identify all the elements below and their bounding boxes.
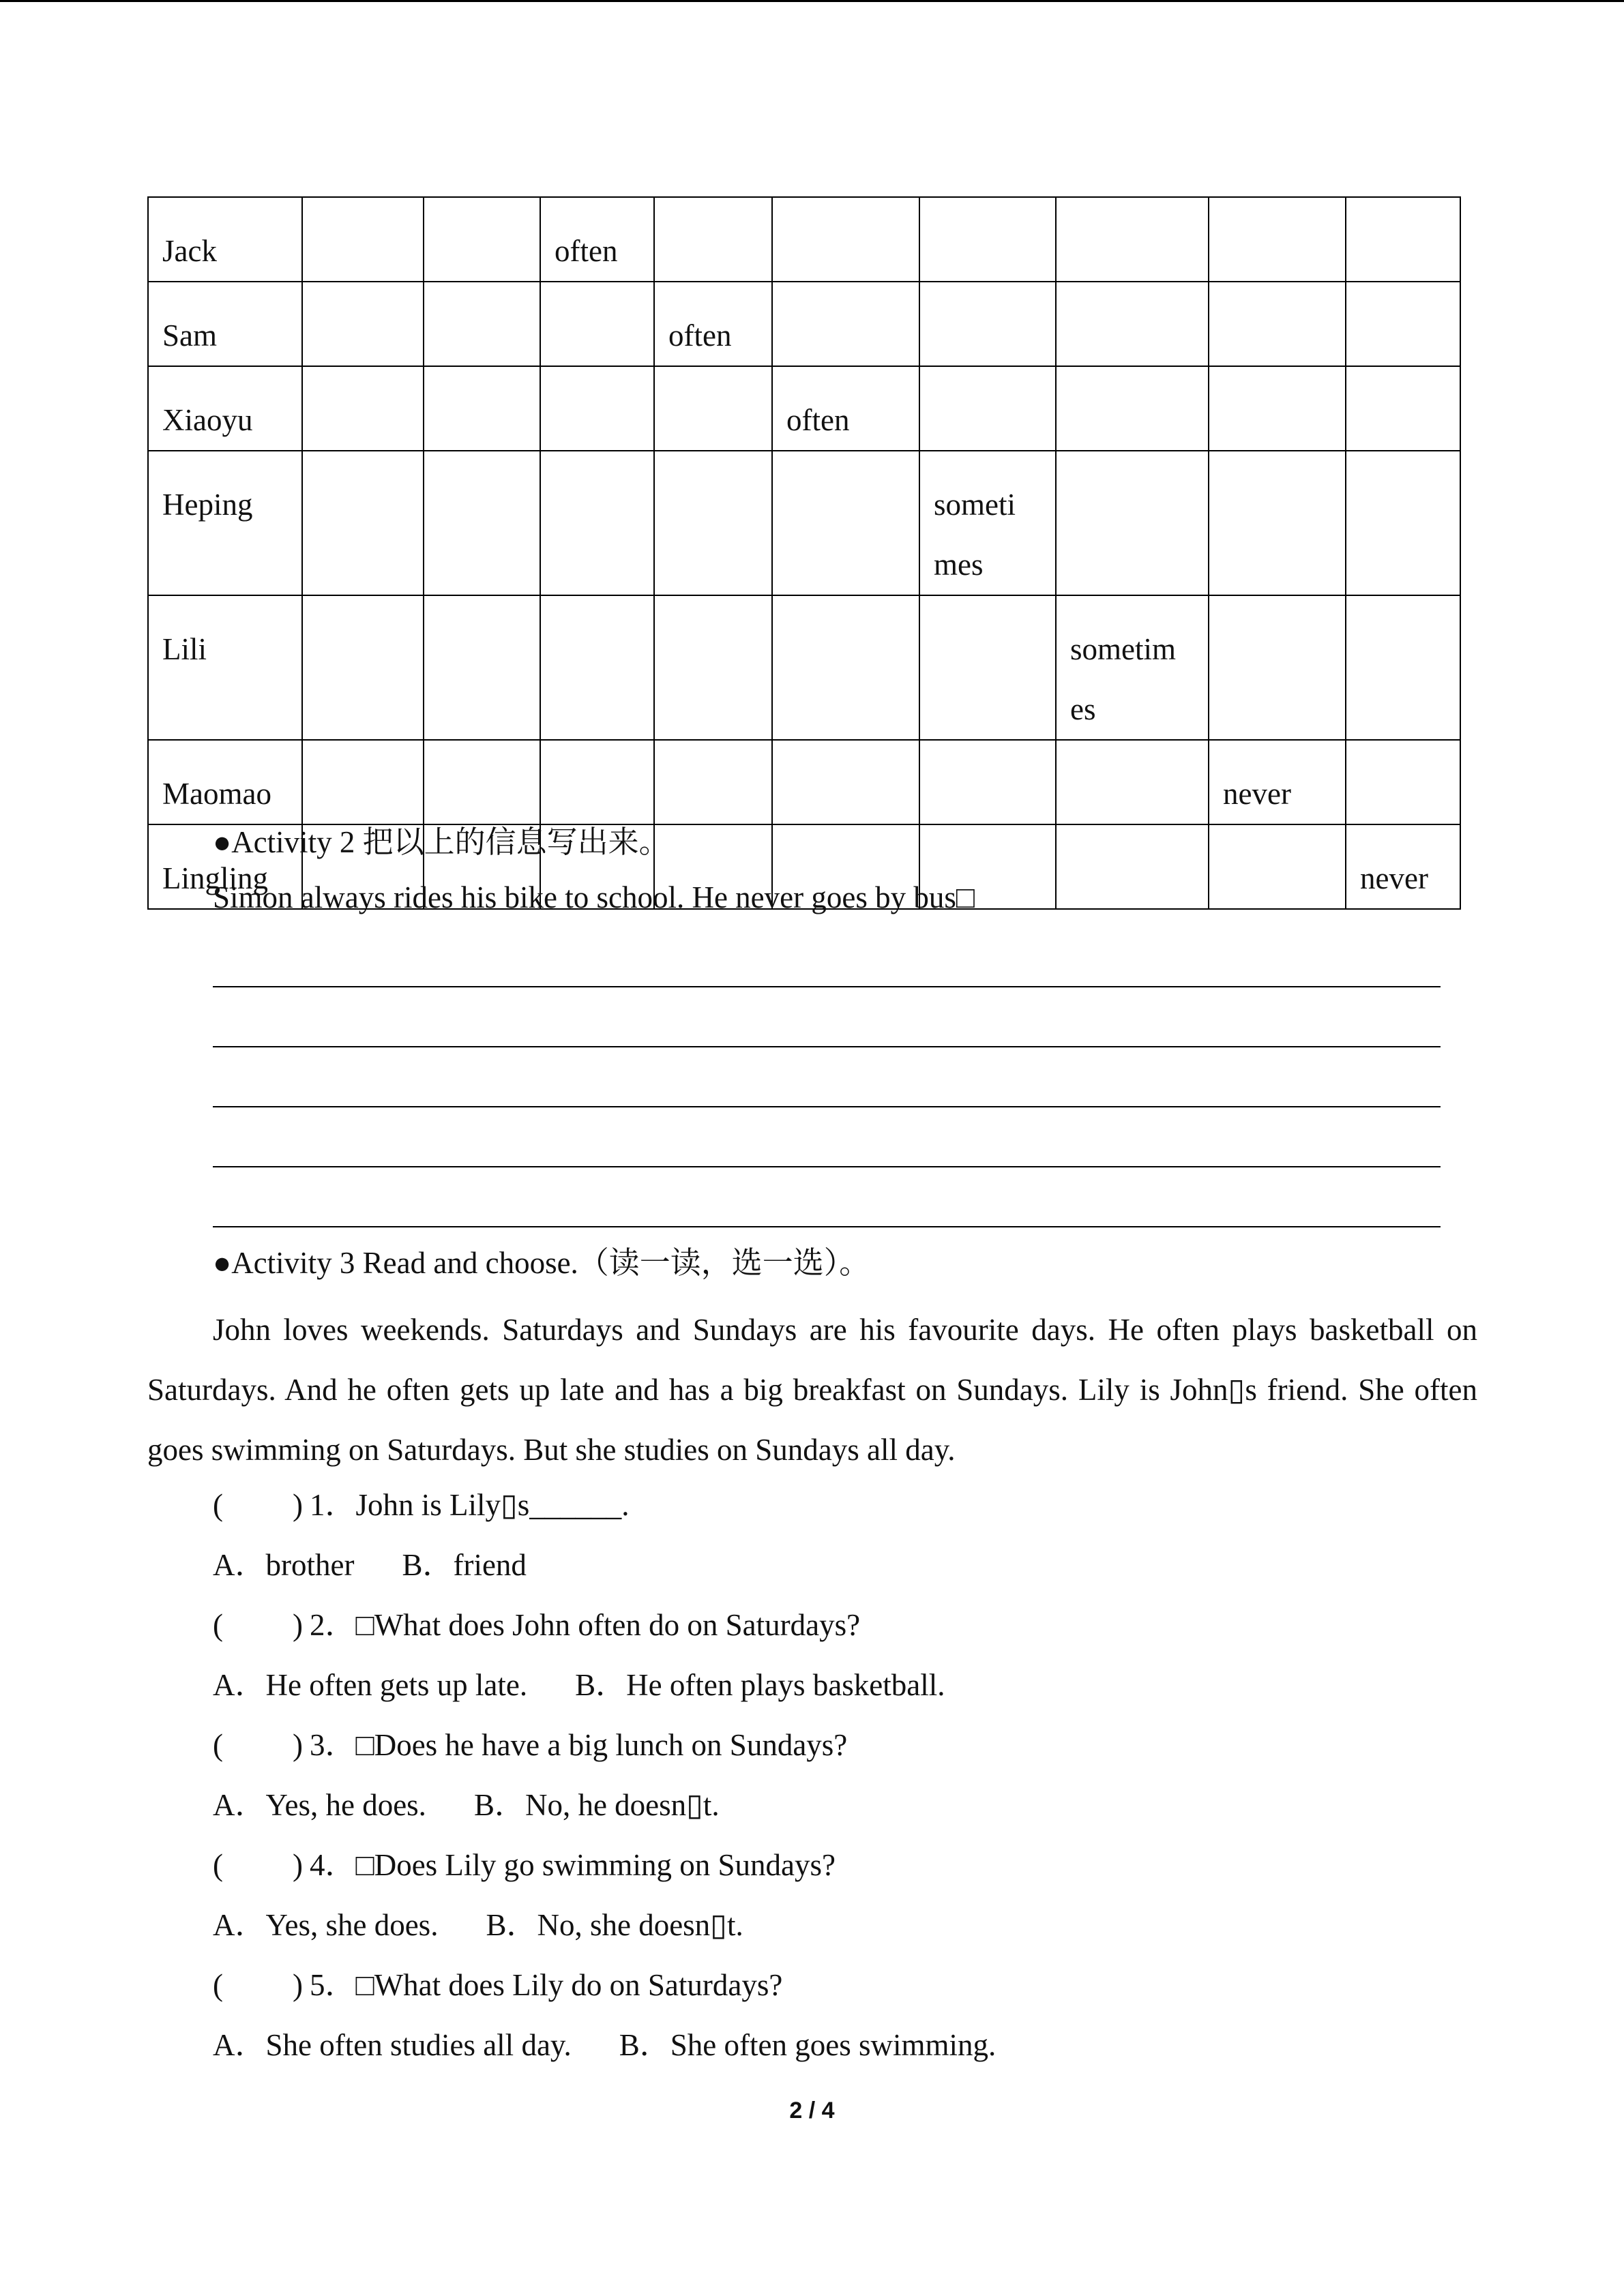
option-a[interactable]: A．She often studies all day. bbox=[213, 2028, 572, 2062]
answer-blank-close: ) bbox=[293, 1968, 303, 2002]
frequency-cell bbox=[540, 451, 654, 595]
answer-blank-open[interactable]: ( bbox=[213, 1848, 223, 1882]
frequency-cell bbox=[1346, 740, 1460, 824]
frequency-cell bbox=[540, 366, 654, 451]
bullet-icon: ● bbox=[213, 1246, 232, 1280]
options-row bbox=[213, 1660, 945, 1704]
answer-blank-open[interactable]: ( bbox=[213, 1608, 223, 1642]
page-top-border bbox=[0, 0, 1624, 2]
option-b[interactable]: B．friend bbox=[402, 1548, 527, 1582]
frequency-cell bbox=[772, 451, 919, 595]
frequency-cell bbox=[302, 451, 424, 595]
frequency-cell: sometim es bbox=[1056, 595, 1209, 740]
question-3 bbox=[213, 1720, 847, 1764]
answer-blank-open[interactable]: ( bbox=[213, 1728, 223, 1762]
answer-blank-close: ) bbox=[293, 1608, 303, 1642]
frequency-cell bbox=[424, 197, 540, 282]
question-1 bbox=[213, 1480, 630, 1524]
frequency-cell bbox=[540, 740, 654, 824]
frequency-cell bbox=[654, 451, 772, 595]
frequency-cell bbox=[919, 595, 1056, 740]
answer-blank-close: ) bbox=[293, 1848, 303, 1882]
answer-blank-close: ) bbox=[293, 1488, 303, 1522]
question-text: John is Lily▯s______. bbox=[355, 1488, 630, 1522]
question-text: □Does he have a big lunch on Sundays? bbox=[355, 1728, 848, 1762]
frequency-cell bbox=[302, 740, 424, 824]
frequency-cell bbox=[772, 595, 919, 740]
frequency-cell bbox=[1346, 197, 1460, 282]
frequency-cell bbox=[1209, 451, 1346, 595]
frequency-cell bbox=[1209, 197, 1346, 282]
answer-line-5[interactable] bbox=[213, 1226, 1441, 1227]
frequency-cell bbox=[919, 282, 1056, 366]
frequency-cell bbox=[1346, 451, 1460, 595]
question-number: 5． bbox=[310, 1968, 356, 2002]
options-row bbox=[213, 1900, 743, 1944]
table-row bbox=[148, 740, 1460, 824]
activity3-heading: ●Activity 3 Read and choose.（读一读，选一选）。 bbox=[213, 1246, 870, 1280]
frequency-cell bbox=[772, 740, 919, 824]
frequency-cell bbox=[302, 197, 424, 282]
options-row bbox=[213, 1540, 527, 1584]
frequency-cell bbox=[302, 595, 424, 740]
frequency-cell bbox=[772, 197, 919, 282]
activity2-example: Simon always rides his bike to school. He never goes by bus□ bbox=[213, 880, 975, 914]
answer-line-1[interactable] bbox=[213, 986, 1441, 987]
frequency-cell bbox=[1056, 366, 1209, 451]
frequency-cell bbox=[1209, 824, 1346, 909]
table-row bbox=[148, 451, 1460, 595]
question-number: 3． bbox=[310, 1728, 356, 1762]
reading-passage: John loves weekends. Saturdays and Sundays are his favourite days. He often plays basketball on Saturdays. And he often gets up late and has a big breakfast on Sundays. Lily is John▯s friend. She often goes swimming on Saturdays. But she studies on Sundays all day. bbox=[147, 1313, 1477, 1467]
question-2 bbox=[213, 1600, 860, 1644]
frequency-cell bbox=[302, 366, 424, 451]
answer-line-4[interactable] bbox=[213, 1166, 1441, 1167]
table-row bbox=[148, 595, 1460, 740]
frequency-cell bbox=[919, 740, 1056, 824]
activity2-heading: ●Activity 2 把以上的信息写出来。 bbox=[213, 825, 670, 859]
answer-line-3[interactable] bbox=[213, 1106, 1441, 1107]
table-row bbox=[148, 282, 1460, 366]
option-a[interactable]: A．brother bbox=[213, 1548, 355, 1582]
frequency-cell bbox=[1056, 282, 1209, 366]
answer-blank-open[interactable]: ( bbox=[213, 1488, 223, 1522]
bullet-icon: ● bbox=[213, 825, 232, 859]
frequency-cell: often bbox=[654, 282, 772, 366]
frequency-cell: someti mes bbox=[919, 451, 1056, 595]
student-name-cell: Lili bbox=[148, 595, 302, 740]
frequency-cell bbox=[1056, 451, 1209, 595]
table-row bbox=[148, 197, 1460, 282]
question-5 bbox=[213, 1960, 782, 2004]
option-b[interactable]: B．She often goes swimming. bbox=[619, 2028, 996, 2062]
question-number: 1． bbox=[310, 1488, 356, 1522]
option-b[interactable]: B．No, he doesn▯t. bbox=[473, 1788, 720, 1822]
frequency-cell bbox=[1209, 282, 1346, 366]
frequency-cell bbox=[772, 282, 919, 366]
student-name-cell: Sam bbox=[148, 282, 302, 366]
student-name-cell: Maomao bbox=[148, 740, 302, 824]
frequency-cell bbox=[1346, 366, 1460, 451]
frequency-cell bbox=[1346, 595, 1460, 740]
student-name-cell: Xiaoyu bbox=[148, 366, 302, 451]
frequency-cell bbox=[654, 366, 772, 451]
student-name-cell: Lingling bbox=[148, 824, 302, 909]
question-text: □Does Lily go swimming on Sundays? bbox=[355, 1848, 836, 1882]
frequency-cell bbox=[1056, 740, 1209, 824]
frequency-cell bbox=[654, 595, 772, 740]
question-text: □What does John often do on Saturdays? bbox=[355, 1608, 861, 1642]
frequency-cell bbox=[424, 740, 540, 824]
frequency-cell: often bbox=[772, 366, 919, 451]
answer-line-2[interactable] bbox=[213, 1046, 1441, 1047]
answer-blank-open[interactable]: ( bbox=[213, 1968, 223, 2002]
frequency-cell bbox=[424, 366, 540, 451]
frequency-cell: never bbox=[1209, 740, 1346, 824]
option-a[interactable]: A．Yes, he does. bbox=[213, 1788, 426, 1822]
question-text: □What does Lily do on Saturdays? bbox=[355, 1968, 783, 2002]
student-name-cell: Heping bbox=[148, 451, 302, 595]
frequency-cell bbox=[540, 595, 654, 740]
frequency-cell bbox=[654, 740, 772, 824]
frequency-cell bbox=[1209, 366, 1346, 451]
options-row bbox=[213, 1780, 720, 1824]
frequency-cell bbox=[1056, 197, 1209, 282]
frequency-cell bbox=[919, 197, 1056, 282]
page-number: 2 / 4 bbox=[789, 2098, 835, 2123]
frequency-cell bbox=[424, 595, 540, 740]
frequency-cell bbox=[1209, 595, 1346, 740]
option-a[interactable]: A．Yes, she does. bbox=[213, 1908, 439, 1942]
frequency-cell bbox=[302, 282, 424, 366]
option-b[interactable]: B．He often plays basketball. bbox=[575, 1668, 945, 1702]
frequency-cell bbox=[919, 366, 1056, 451]
question-number: 2． bbox=[310, 1608, 356, 1642]
frequency-cell bbox=[424, 282, 540, 366]
frequency-cell bbox=[654, 197, 772, 282]
frequency-cell: often bbox=[540, 197, 654, 282]
question-number: 4． bbox=[310, 1848, 356, 1882]
frequency-cell: never bbox=[1346, 824, 1460, 909]
student-name-cell: Jack bbox=[148, 197, 302, 282]
table-row bbox=[148, 366, 1460, 451]
frequency-cell bbox=[540, 282, 654, 366]
frequency-cell bbox=[1056, 824, 1209, 909]
frequency-cell bbox=[424, 451, 540, 595]
frequency-table bbox=[147, 196, 1461, 910]
option-b[interactable]: B．No, she doesn▯t. bbox=[486, 1908, 743, 1942]
frequency-cell bbox=[1346, 282, 1460, 366]
question-4 bbox=[213, 1840, 836, 1884]
option-a[interactable]: A．He often gets up late. bbox=[213, 1668, 528, 1702]
options-row bbox=[213, 2020, 996, 2064]
answer-blank-close: ) bbox=[293, 1728, 303, 1762]
